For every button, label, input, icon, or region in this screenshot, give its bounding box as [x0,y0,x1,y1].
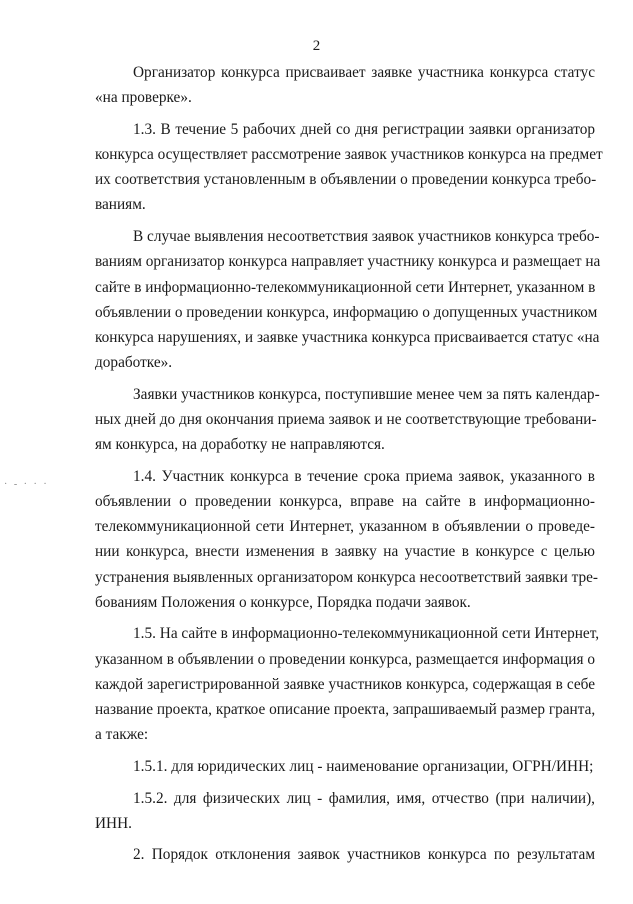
text-line: 1.3. В течение 5 рабочих дней со дня регистрации заявки организатор [133,120,595,138]
text-line: 1.5.1. для юридических лиц - наименование организации, ОГРН/ИНН; [133,757,594,775]
text-line: название проекта, краткое описание проекта, запрашиваемый размер гранта, [95,701,596,718]
text-line: объявлении о проведении конкурса, информацию о допущенных участником [95,303,598,321]
text-line: ных дней до дня окончания приема заявок и не соответствующие требовани- [95,410,597,428]
paragraph [95,621,600,747]
text-line: бованиям Положения о конкурсе, Порядка подачи заявок. [95,593,471,611]
text-line: телекоммуникационной сети Интернет, указанном в объявлении о проведе- [95,518,595,536]
paragraph [95,224,601,375]
paragraph [95,786,595,836]
text-line: конкурса осуществляет рассмотрение заявок участников конкурса на предмет [95,146,603,164]
text-line: ИНН. [95,814,132,832]
text-line: ваниям. [95,196,146,214]
text-line: Организатор конкурса присваивает заявке участника конкурса статус [133,64,595,81]
text-line: 2. Порядок отклонения заявок участников конкурса по результатам [133,846,595,864]
paragraph [95,754,595,779]
text-line: доработке». [95,354,173,372]
text-line: каждой зарегистрированной заявке участников конкурса, содержащая в себе [95,675,595,693]
paragraph [95,60,595,110]
text-line: ваниям организатор конкурса направляет участнику конкурса и размещает на [95,253,601,271]
text-line: а также: [95,726,149,744]
text-line: 1.5. На сайте в информационно-телекоммуникационной сети Интернет, [133,625,600,643]
text-line: В случае выявления несоответствия заявок участников конкурса требо- [133,228,600,246]
text-line: конкурса нарушениях, и заявке участника конкурса присваивается статус «на [95,328,600,346]
text-line: устранения выявленных организатором конкурса несоответствий заявки тре- [95,568,599,586]
text-line: сайте в информационно-телекоммуникационной сети Интернет, указанном в [95,278,596,296]
page-number: 2 [312,38,321,54]
paragraph [95,464,599,615]
text-line: их соответствия установленным в объявлении о проведении конкурса требо- [95,171,597,189]
document-body [95,60,603,868]
paragraph [95,117,603,218]
text-line: ям конкурса, на доработку не направляются. [95,436,385,454]
text-line: нии конкурса, внести изменения в заявку на участие в конкурсе с целью [95,543,595,561]
text-line: 1.4. Участник конкурса в течение срока приема заявок, указанного в [133,467,595,485]
margin-mark: · - · · · [4,479,49,490]
text-line: 1.5.2. для физических лиц - фамилия, имя, отчество (при наличии), [133,789,595,807]
text-line: объявлении о проведении конкурса, вправе на сайте в информационно- [95,493,595,510]
paragraph [95,842,595,867]
text-line: «на проверке». [95,89,192,107]
paragraph [95,382,600,458]
text-line: указанном в объявлении о проведении конкурса, размещается информация о [95,650,595,668]
text-line: Заявки участников конкурса, поступившие менее чем за пять календар- [133,385,600,403]
